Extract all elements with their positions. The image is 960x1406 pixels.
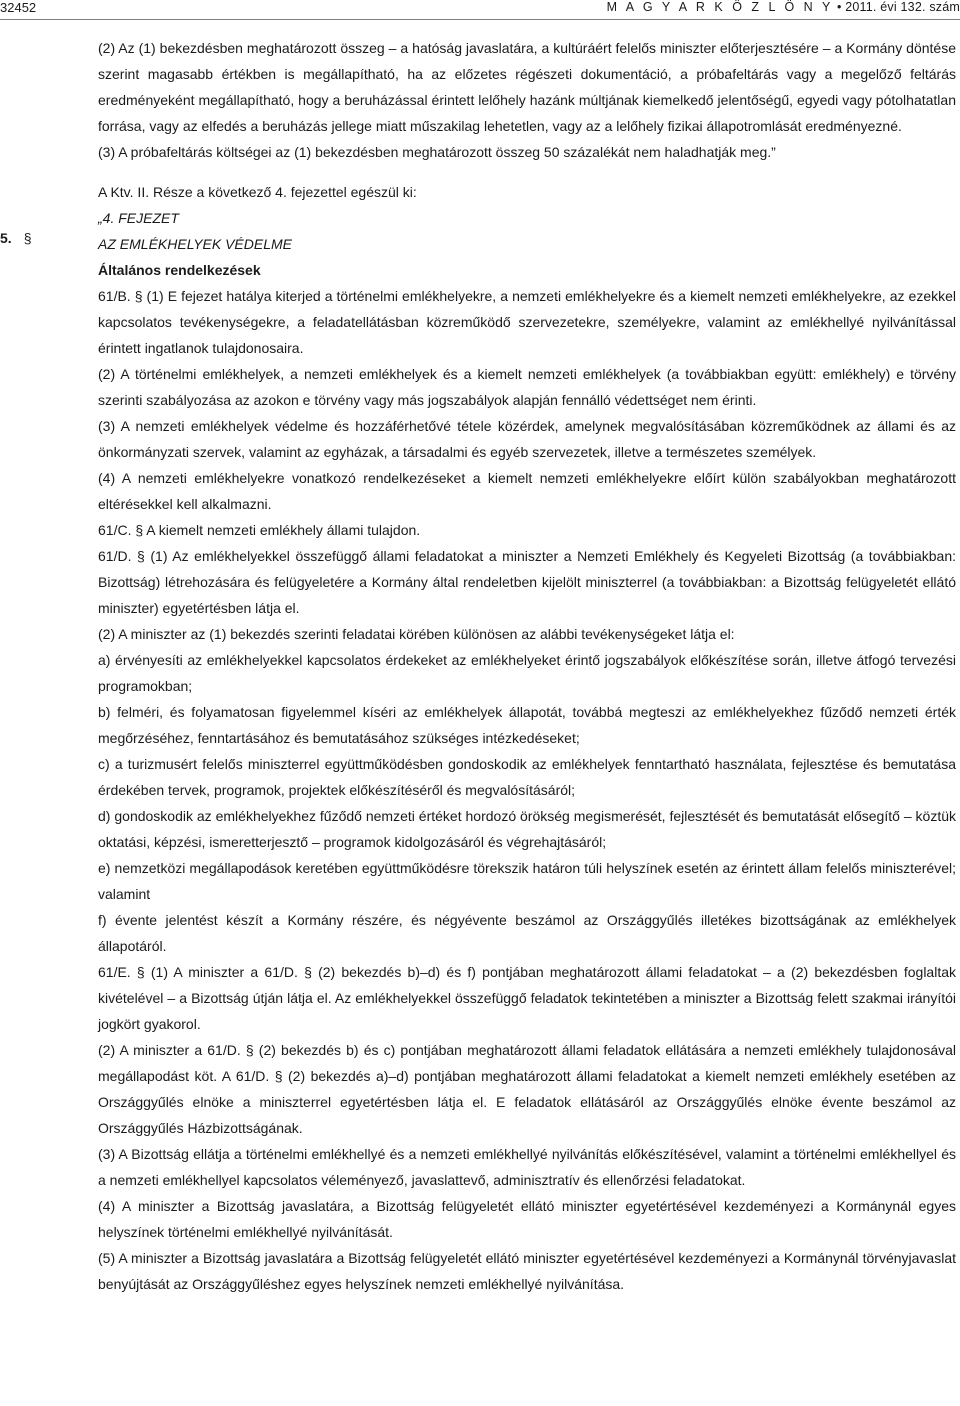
point-a: a) érvényesíti az emlékhelyekkel kapcsolatos érdekeket az emlékhelyeket érintő jogszabályok előkészítése során, illetve átfogó tervezési programokban; [98, 652, 956, 694]
paragraph-61b-4: (4) A nemzeti emlékhelyekre vonatkozó rendelkezéseket a kiemelt nemzeti emlékhelyekre előírt külön szabályokban meghatározott eltérésekkel kell alkalmazni. [98, 470, 956, 512]
paragraph-61b-1: 61/B. § (1) E fejezet hatálya kiterjed a történelmi emlékhelyekre, a nemzeti emlékhelyekre és a kiemelt nemzeti emlékhelyekre, az ezekkel kapcsolatos tevékenységekre, a feladatellátásban közreműködő szervezetekre, személyekre, valamint az emlékhellyé nyilvánítással érintett ingatlanok tulajdonosaira. [98, 288, 956, 356]
paragraph-61d-1: 61/D. § (1) Az emlékhelyekkel összefüggő állami feladatokat a miniszter a Nemzeti Emlékhely és Kegyeleti Bizottság (a továbbiakban: Bizottság) létrehozására és felügyeletére a Kormány által rendeletben kijelölt miniszterrel (a továbbiakban: a Bizottság felügyeletét ellátó miniszter) egyetértésben látja el. [98, 548, 956, 616]
separator-dot: • [836, 0, 842, 14]
paragraph-2: (2) Az (1) bekezdésben meghatározott összeg – a hatóság javaslatára, a kultúráért felelős miniszter előterjesztésére – a Kormány döntése szerint magasabb értékben is megállapítható, ha az előzetes régészeti dokumentáció, a próbafeltárás vagy a megelőző feltárás eredményeként megállapítható, hogy a beruházással érintett lelőhely hazánk múltjának kiemelkedő jelentőségű, egyedi vagy pótolhatatlan forrása, vagy az elfedés a beruházás jellege miatt műszakilag lehetetlen, vagy az a lelőhely fizikai állapotromlását eredményezné. [98, 40, 956, 134]
journal-issue [607, 0, 960, 15]
point-c: c) a turizmusért felelős miniszterrel együttműködésben gondoskodik az emlékhelyek fenntartható használata, fejlesztése és bemutatása érdekében tervek, programok, projektek előkészítéséről és megvalósításáról; [98, 756, 956, 798]
section-5-text: A Ktv. II. Része a következő 4. fejezettel egészül ki: [98, 184, 417, 200]
paragraph-61b-2: (2) A történelmi emlékhelyek, a nemzeti emlékhelyek és a kiemelt nemzeti emlékhelyek (a továbbiakban együtt: emlékhely) e törvény szerinti szabályozása az azokon e törvény vagy más jogszabályok alapján fennálló védettséget nem érinti. [98, 366, 956, 408]
chapter-title: AZ EMLÉKHELYEK VÉDELME [98, 236, 293, 252]
paragraph-61d-2: (2) A miniszter az (1) bekezdés szerinti feladatai körében különösen az alábbi tevékenységeket látja el: [98, 626, 735, 642]
paragraph-61c: 61/C. § A kiemelt nemzeti emlékhely állami tulajdon. [98, 522, 421, 538]
section-number: 5. [0, 230, 12, 246]
chapter-number: „4. FEJEZET [98, 210, 179, 226]
document-body [98, 35, 956, 1297]
spacer [98, 165, 956, 179]
page-number: 32452 [0, 0, 37, 15]
point-f: f) évente jelentést készít a Kormány részére, és négyévente beszámol az Országgyűlés illetékes bizottságának az emlékhelyek állapotáról. [98, 912, 956, 954]
point-e: e) nemzetközi megállapodások keretében együttműködésre törekszik határon túli helyszínek esetén az érintett állam felelős miniszterével; valamint [98, 860, 956, 902]
section-symbol: § [23, 230, 32, 246]
point-b: b) felméri, és folyamatosan figyelemmel kíséri az emlékhelyek állapotát, továbbá megteszi az emlékhelyekhez fűződő nemzeti érték megőrzéséhez, fenntartásához és bemutatásához szükséges intézkedéseket; [98, 704, 956, 746]
paragraph-61b-3: (3) A nemzeti emlékhelyek védelme és hozzáférhetővé tétele közérdek, amelynek megvalósításában közreműködnek az állami és az önkormányzati szervek, valamint az egyházak, a társadalmi és egyéb szervezetek, illetve a természetes személyek. [98, 418, 956, 460]
page-header [0, 0, 960, 22]
header-rule [0, 19, 960, 20]
chapter-subtitle: Általános rendelkezések [98, 262, 261, 278]
section-marker [0, 225, 31, 251]
paragraph-61e-2: (2) A miniszter a 61/D. § (2) bekezdés b) és c) pontjában meghatározott állami feladatok ellátására a nemzeti emlékhely tulajdonosával megállapodást köt. A 61/D. § (2) bekezdés a)–d) pontjában meghatározott állami feladatokat a kiemelt nemzeti emlékhely esetében az Országgyűlés elnöke a miniszterrel egyetértésben látja el. E feladatok ellátásáról az Országgyűlés elnöke évente beszámol az Országgyűlés Házbizottságának. [98, 1042, 956, 1136]
paragraph-61e-3: (3) A Bizottság ellátja a történelmi emlékhellyé és a nemzeti emlékhellyé nyilvánítás előkészítésével, valamint a történelmi emlékhellyel és a nemzeti emlékhellyel kapcsolatos véleményező, javaslattevő, adminisztratív és ellenőrzési feladatokat. [98, 1146, 956, 1188]
issue-label: 2011. évi 132. szám [845, 0, 960, 14]
paragraph-61e-1: 61/E. § (1) A miniszter a 61/D. § (2) bekezdés b)–d) és f) pontjában meghatározott állami feladatokat – a (2) bekezdésben foglaltak kivételével – a Bizottság útján látja el. Az emlékhelyekkel összefüggő feladatok tekintetében a miniszter a Bizottság felett szakmai irányítói jogkört gyakorol. [98, 964, 956, 1032]
paragraph-61e-5: (5) A miniszter a Bizottság javaslatára a Bizottság felügyeletét ellátó miniszter egyetértésével kezdeményezi a Kormánynál törvényjavaslat benyújtását az Országgyűléshez egyes helyszínek nemzeti emlékhellyé nyilvánítása. [98, 1250, 956, 1292]
journal-title: M A G Y A R K Ö Z L Ö N Y [606, 0, 834, 14]
point-d: d) gondoskodik az emlékhelyekhez fűződő nemzeti értéket hordozó örökség megismerését, fejlesztését és bemutatását elősegítő – köztük oktatási, képzési, ismeretterjesztő – programok kidolgozásáról és végrehajtásáról; [98, 808, 956, 850]
paragraph-61e-4: (4) A miniszter a Bizottság javaslatára, a Bizottság felügyeletét ellátó miniszter egyetértésével kezdeményezi a Kormánynál egyes helyszínek történelmi emlékhellyé nyilvánítását. [98, 1198, 956, 1240]
paragraph-3: (3) A próbafeltárás költségei az (1) bekezdésben meghatározott összeg 50 százalékát nem haladhatják meg.” [98, 144, 776, 160]
